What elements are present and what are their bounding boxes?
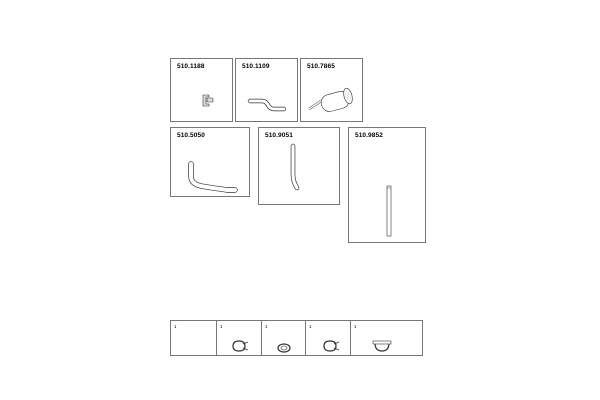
small-part-card[interactable] — [216, 320, 264, 356]
part-code: 510.9852 — [355, 132, 383, 139]
gasket-drawing — [262, 321, 310, 357]
small-part-qty: 1 — [220, 324, 223, 329]
small-part-card[interactable] — [305, 320, 355, 356]
straight-pipe-drawing — [349, 128, 427, 244]
part-card-510-1109[interactable] — [235, 58, 298, 122]
small-part-card[interactable] — [261, 320, 312, 356]
flange-bolt-drawing — [171, 59, 234, 123]
clamp-drawing — [306, 321, 356, 357]
part-code: 510.7865 — [307, 63, 335, 70]
part-card-510-9852[interactable] — [348, 127, 426, 243]
curved-pipe-drawing — [171, 128, 251, 198]
part-card-510-7865[interactable] — [300, 58, 363, 122]
part-card-510-1188[interactable] — [170, 58, 233, 122]
small-part-qty: 1 — [309, 324, 312, 329]
small-part-qty: 1 — [265, 324, 268, 329]
bent-pipe-drawing — [236, 59, 299, 123]
silencer-drawing — [301, 59, 364, 123]
part-card-510-9051[interactable] — [258, 127, 340, 205]
part-code: 510.1109 — [242, 63, 270, 70]
u-bolt-clamp-drawing — [351, 321, 424, 357]
small-part-qty: 1 — [174, 324, 177, 329]
small-parts-strip — [170, 320, 423, 356]
part-code: 510.1188 — [177, 63, 205, 70]
part-code: 510.5050 — [177, 132, 205, 139]
part-code: 510.9051 — [265, 132, 293, 139]
small-part-card[interactable] — [170, 320, 222, 356]
vertical-bend-pipe-drawing — [259, 128, 341, 206]
small-part-qty: 1 — [354, 324, 357, 329]
part-card-510-5050[interactable] — [170, 127, 250, 197]
clamp-drawing — [217, 321, 268, 357]
small-part-card[interactable] — [350, 320, 423, 356]
